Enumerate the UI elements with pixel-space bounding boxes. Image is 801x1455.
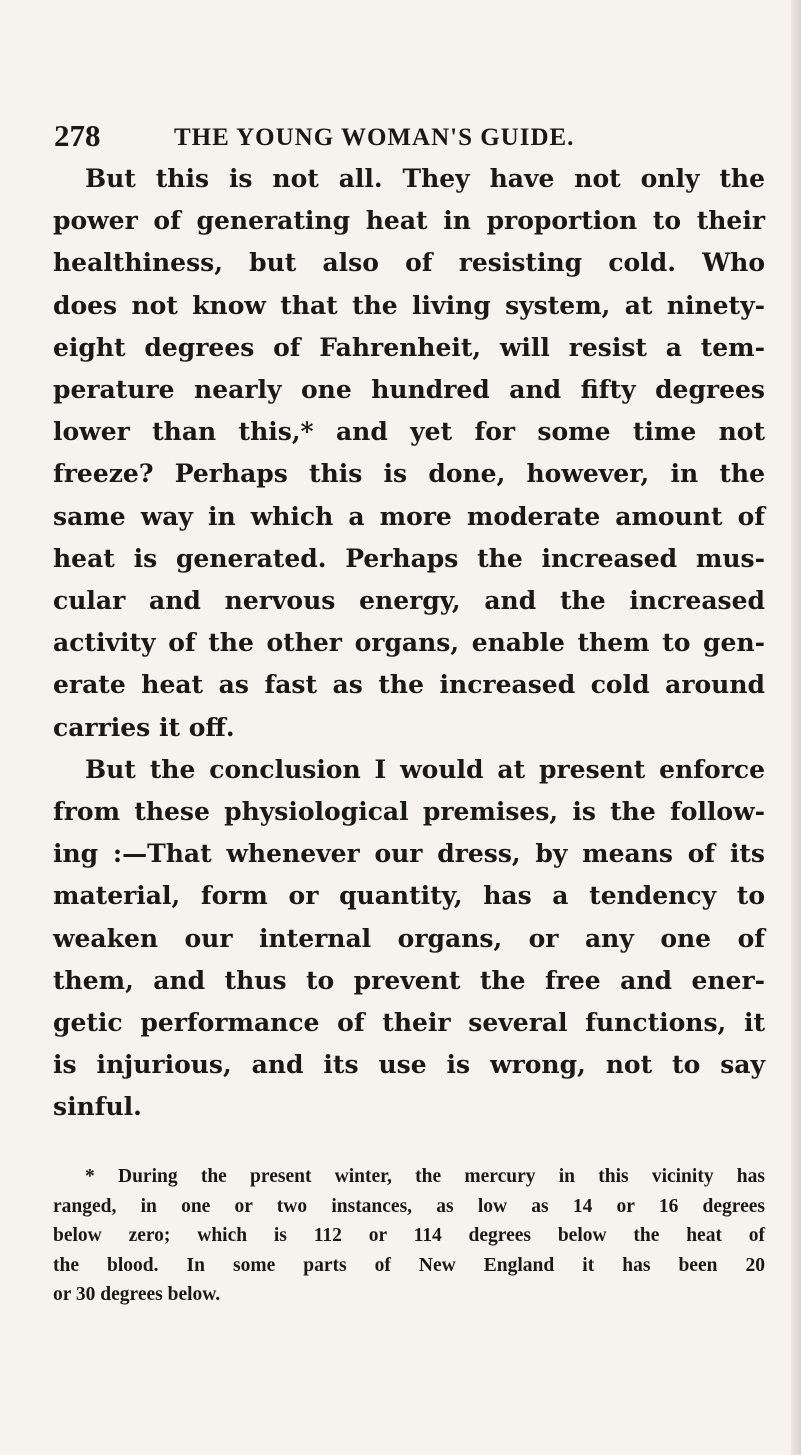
footnote-line: the blood. In some parts of New England it has been 20	[53, 1254, 765, 1276]
footnote-line: or 30 degrees below.	[53, 1284, 221, 1305]
paragraph-2	[53, 749, 765, 1129]
text-line: is injurious, and its use is wrong, not to say	[53, 1050, 765, 1080]
text-line: erate heat as fast as the increased cold around	[53, 670, 765, 700]
text-line: carries it off.	[53, 712, 235, 742]
text-line: sinful.	[53, 1092, 142, 1122]
text-line: same way in which a more moderate amount of	[53, 501, 765, 531]
footnote-line: ranged, in one or two instances, as low as 14 or 16 degrees	[53, 1195, 765, 1217]
text-line: heat is generated. Perhaps the increased mus-	[53, 543, 765, 573]
running-title: THE YOUNG WOMAN'S GUIDE.	[174, 124, 575, 151]
text-line: them, and thus to prevent the free and ener-	[53, 965, 765, 995]
text-line: perature nearly one hundred and fifty degrees	[53, 375, 765, 405]
text-line: weaken our internal organs, or any one of	[53, 923, 765, 953]
page-edge	[791, 0, 801, 1455]
footnote-line: below zero; which is 112 or 114 degrees below the heat of	[53, 1225, 765, 1246]
page-number: 278	[54, 118, 101, 153]
running-head	[54, 118, 754, 158]
footnote-line: * During the present winter, the mercury in this vicinity has	[85, 1166, 765, 1187]
text-line: does not know that the living system, at ninety-	[53, 290, 765, 320]
text-line: getic performance of their several functions, it	[53, 1008, 765, 1038]
text-line: material, form or quantity, has a tendency to	[53, 881, 765, 911]
footnote	[53, 1162, 765, 1310]
text-line: activity of the other organs, enable them to gen-	[53, 628, 765, 658]
text-line: healthiness, but also of resisting cold. Who	[53, 248, 765, 278]
text-line: eight degrees of Fahrenheit, will resist a tem-	[53, 332, 765, 362]
text-line: freeze? Perhaps this is done, however, in the	[53, 459, 765, 489]
text-line: cular and nervous energy, and the increased	[53, 586, 765, 616]
text-line: power of generating heat in proportion to their	[53, 206, 765, 236]
text-line: But the conclusion I would at present enforce	[85, 754, 765, 784]
body-text	[53, 158, 765, 1129]
text-line: But this is not all. They have not only the	[85, 164, 765, 193]
text-line: lower than this,* and yet for some time not	[53, 417, 765, 447]
text-line: ing :—That whenever our dress, by means of its	[53, 839, 765, 869]
paragraph-1	[53, 158, 765, 749]
text-line: from these physiological premises, is the follow-	[53, 797, 765, 827]
